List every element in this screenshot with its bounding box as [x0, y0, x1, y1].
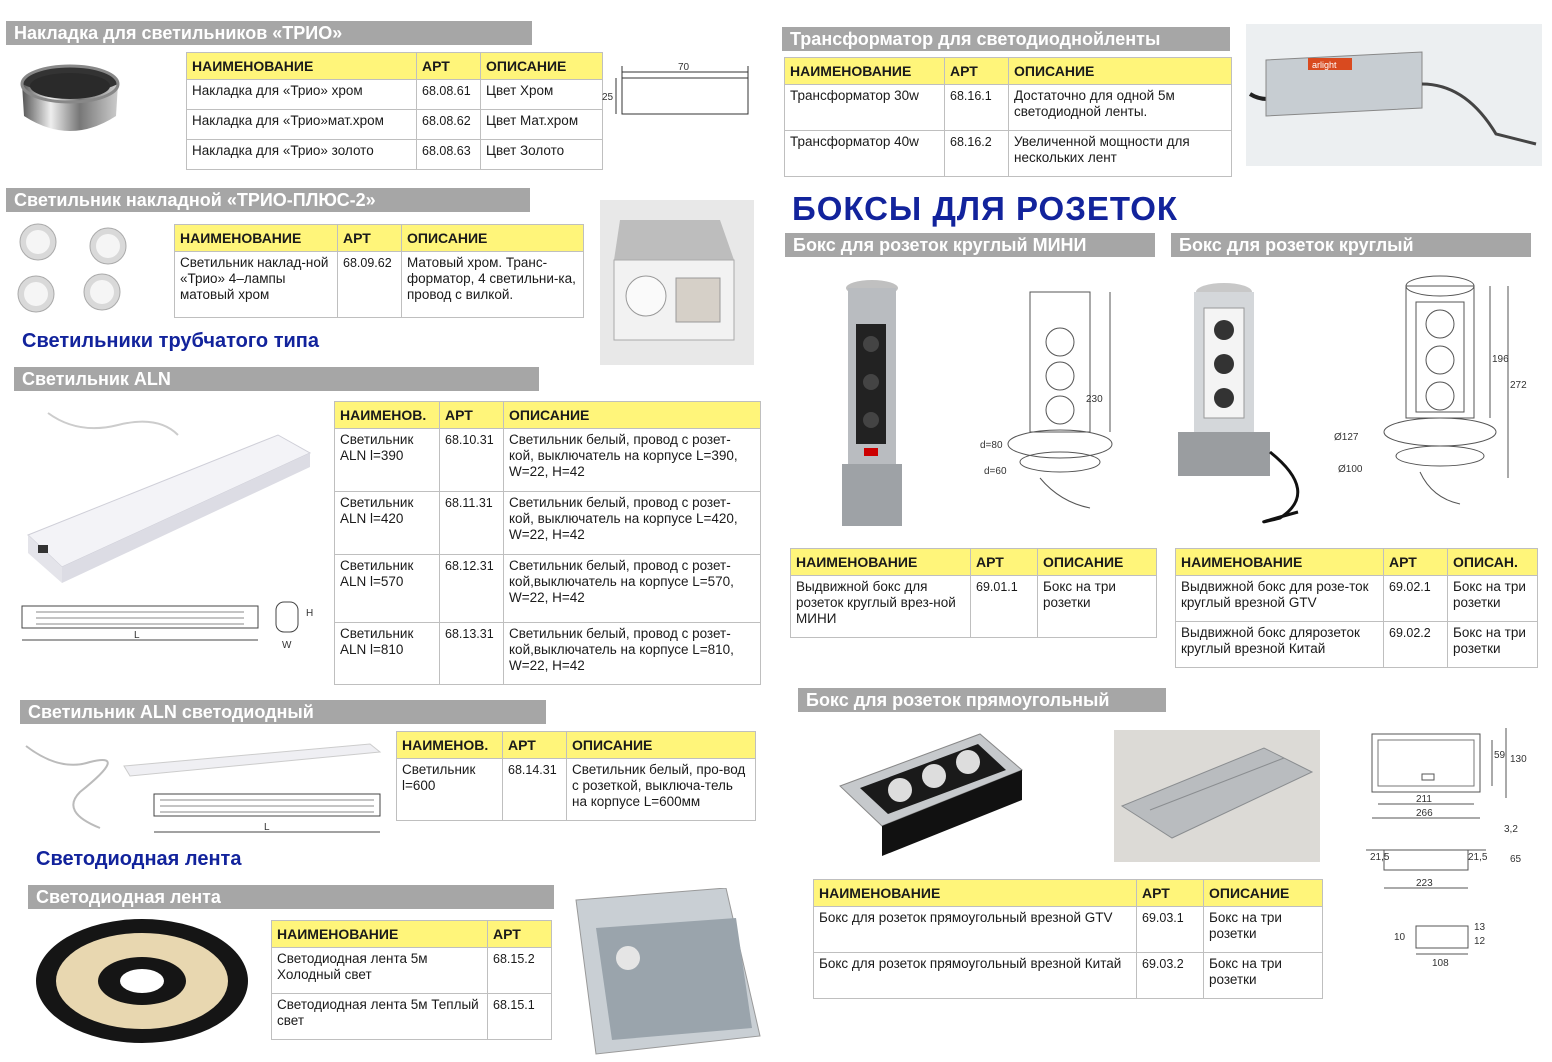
- cell-art: 68.08.61: [417, 80, 481, 110]
- header-name: НАИМЕНОВАНИЕ: [175, 225, 338, 252]
- section-title-mini: Бокс для розеток круглый МИНИ: [785, 233, 1155, 257]
- section-title-round: Бокс для розеток круглый: [1171, 233, 1531, 257]
- rect-box-image: [830, 730, 1026, 862]
- header-name: НАИМЕНОВАНИЕ: [785, 58, 945, 85]
- mini-bottom-diameter-label: d=60: [984, 466, 1007, 477]
- rect-dim-223: 223: [1416, 878, 1433, 889]
- cell-desc: Бокс на три розетки: [1204, 953, 1323, 999]
- mini-box-images: [830, 272, 1160, 530]
- transformer-image: [1246, 24, 1542, 166]
- cell-name: Накладка для «Трио»мат.хром: [187, 110, 417, 140]
- header-desc: ОПИСАНИЕ: [567, 732, 756, 759]
- cell-art: 68.09.62: [338, 252, 402, 318]
- rect-dim-65: 65: [1510, 854, 1522, 865]
- round-table: [1175, 548, 1538, 668]
- cell-desc: Светильник белый, провод с розет-кой,выключатель на корпусе L=570, W=22, H=42: [504, 555, 761, 623]
- rect-dim-59: 59: [1494, 750, 1506, 761]
- rect-dim-21-5-left: 21,5: [1370, 852, 1390, 863]
- cell-name: Бокс для розеток прямоугольный врезной Китай: [814, 953, 1137, 999]
- cell-name: Выдвижной бокс для розе-ток круглый врезной GTV: [1176, 576, 1384, 622]
- cell-art: 69.02.1: [1384, 576, 1448, 622]
- section-title-led-strip: Светодиодная лента: [28, 885, 554, 909]
- cell-name: Светильник ALN l=570: [335, 555, 440, 623]
- trio-plus-lamps-image: [8, 222, 138, 314]
- led-package-image: [566, 888, 762, 1058]
- cell-name: Светодиодная лента 5м Теплый свет: [272, 994, 488, 1040]
- rect-dim-3-2: 3,2: [1504, 824, 1518, 835]
- rect-dim-12: 12: [1474, 936, 1486, 947]
- cell-desc: Увеличенной мощности для нескольких лент: [1009, 131, 1232, 177]
- aln-width-label: W: [282, 640, 292, 651]
- cell-art: 68.16.1: [945, 85, 1009, 131]
- trio-ring-image: [14, 54, 126, 146]
- cell-name: Светильник ALN l=810: [335, 623, 440, 685]
- trio-table: [186, 52, 603, 170]
- header-name: НАИМЕНОВАНИЕ: [1176, 549, 1384, 576]
- trio-plus-table: [174, 224, 584, 318]
- transformer-table: [784, 57, 1232, 177]
- cell-art: 68.14.31: [503, 759, 567, 821]
- aln-table: [334, 401, 761, 685]
- cell-name: Светильник ALN l=390: [335, 429, 440, 492]
- header-art: АРТ: [971, 549, 1038, 576]
- cell-art: 68.16.2: [945, 131, 1009, 177]
- aln-led-length-label: L: [264, 822, 270, 833]
- cell-desc: Бокс на три розетки: [1204, 907, 1323, 953]
- cell-desc: Цвет Мат.хром: [481, 110, 603, 140]
- cell-name: Выдвижной бокс длярозеток круглый врезной Китай: [1176, 622, 1384, 668]
- round-inner-height-label: 196: [1492, 354, 1509, 365]
- cell-desc: Светильник белый, провод с розет-кой, выключатель на корпусе L=420, W=22, H=42: [504, 492, 761, 555]
- rect-box-closed-image: [1114, 730, 1320, 862]
- section-title-transformer: Трансформатор для светодиоднойленты: [782, 27, 1230, 51]
- cell-desc: Светильник белый, про-вод с розеткой, выключа-тель на корпусе L=600мм: [567, 759, 756, 821]
- cell-desc: Бокс на три розетки: [1038, 576, 1157, 638]
- led-reel-image: [30, 913, 254, 1048]
- header-name: НАИМЕНОВ.: [397, 732, 503, 759]
- rect-dim-21-5-right: 21,5: [1468, 852, 1488, 863]
- header-desc: ОПИСАНИЕ: [481, 53, 603, 80]
- led-heading: Светодиодная лента: [36, 848, 242, 870]
- header-art: АРТ: [338, 225, 402, 252]
- trio-width-label: 70: [678, 62, 690, 73]
- cell-name: Бокс для розеток прямоугольный врезной GTV: [814, 907, 1137, 953]
- section-title-trio: Накладка для светильников «ТРИО»: [6, 21, 532, 45]
- boxes-heading: БОКСЫ ДЛЯ РОЗЕТОК: [792, 190, 1179, 227]
- cell-art: 68.12.31: [440, 555, 504, 623]
- mini-height-label: 230: [1086, 394, 1103, 405]
- cell-art: 68.08.62: [417, 110, 481, 140]
- rect-dim-13: 13: [1474, 922, 1486, 933]
- mini-top-diameter-label: d=80: [980, 440, 1003, 451]
- cell-desc: Цвет Золото: [481, 140, 603, 170]
- header-name: НАИМЕНОВАНИЕ: [814, 880, 1137, 907]
- header-art: АРТ: [1384, 549, 1448, 576]
- round-bottom-diameter-label: Ø100: [1338, 464, 1363, 475]
- aln-length-label: L: [134, 630, 140, 641]
- cell-art: 69.01.1: [971, 576, 1038, 638]
- header-desc: ОПИСАНИЕ: [402, 225, 584, 252]
- header-art: АРТ: [503, 732, 567, 759]
- header-desc: ОПИСАНИЕ: [1009, 58, 1232, 85]
- rect-table: [813, 879, 1323, 999]
- header-art: АРТ: [945, 58, 1009, 85]
- cell-name: Светильник наклад-ной «Трио» 4–лампы матовый хром: [175, 252, 338, 318]
- cell-desc: Цвет Хром: [481, 80, 603, 110]
- rect-dim-10: 10: [1394, 932, 1406, 943]
- trio-height-label: 25: [602, 92, 614, 103]
- cell-desc: Достаточно для одной 5м светодиодной ленты.: [1009, 85, 1232, 131]
- rect-dim-266: 266: [1416, 808, 1433, 819]
- header-name: НАИМЕНОВАНИЕ: [272, 921, 488, 948]
- aln-lamp-image: [18, 395, 318, 585]
- cell-desc: Светильник белый, провод с розет-кой, выключатель на корпусе L=390, W=22, H=42: [504, 429, 761, 492]
- cell-name: Трансформатор 40w: [785, 131, 945, 177]
- cell-name: Накладка для «Трио» хром: [187, 80, 417, 110]
- rect-dimension-drawing: [1336, 720, 1542, 980]
- cell-name: Выдвижной бокс для розеток круглый врез-ной МИНИ: [791, 576, 971, 638]
- header-name: НАИМЕНОВАНИЕ: [791, 549, 971, 576]
- cell-desc: Бокс на три розетки: [1448, 576, 1538, 622]
- cell-name: Накладка для «Трио» золото: [187, 140, 417, 170]
- section-title-aln: Светильник ALN: [14, 367, 539, 391]
- rect-dim-108: 108: [1432, 958, 1449, 969]
- cell-art: 69.02.2: [1384, 622, 1448, 668]
- led-strip-table: [271, 920, 552, 1040]
- transformer-brand-label: arlight: [1312, 60, 1337, 70]
- header-desc: ОПИСАНИЕ: [504, 402, 761, 429]
- round-top-diameter-label: Ø127: [1334, 432, 1359, 443]
- trio-dimension-drawing: [598, 58, 758, 120]
- cell-art: 69.03.1: [1137, 907, 1204, 953]
- cell-art: 69.03.2: [1137, 953, 1204, 999]
- header-art: АРТ: [488, 921, 552, 948]
- round-outer-height-label: 272: [1510, 380, 1527, 391]
- header-art: АРТ: [440, 402, 504, 429]
- section-title-aln-led: Светильник ALN светодиодный: [20, 700, 546, 724]
- rect-dim-130: 130: [1510, 754, 1527, 765]
- aln-dimension-drawing: [16, 596, 326, 656]
- tubular-heading: Светильники трубчатого типа: [22, 330, 320, 352]
- cell-name: Светильник l=600: [397, 759, 503, 821]
- cell-name: Светильник ALN l=420: [335, 492, 440, 555]
- cell-art: 68.15.2: [488, 948, 552, 994]
- cell-desc: Бокс на три розетки: [1448, 622, 1538, 668]
- cell-art: 68.11.31: [440, 492, 504, 555]
- header-name: НАИМЕНОВАНИЕ: [187, 53, 417, 80]
- round-box-images: [1170, 272, 1530, 530]
- aln-led-table: [396, 731, 756, 821]
- cell-name: Светодиодная лента 5м Холодный свет: [272, 948, 488, 994]
- trio-plus-package-image: [600, 200, 754, 365]
- header-name: НАИМЕНОВ.: [335, 402, 440, 429]
- rect-dim-211: 211: [1416, 794, 1432, 805]
- cell-art: 68.10.31: [440, 429, 504, 492]
- cell-art: 68.13.31: [440, 623, 504, 685]
- cell-name: Трансформатор 30w: [785, 85, 945, 131]
- section-title-trio-plus: Светильник накладной «ТРИО-ПЛЮС-2»: [6, 188, 530, 212]
- header-art: АРТ: [1137, 880, 1204, 907]
- section-title-rect: Бокс для розеток прямоугольный: [798, 688, 1166, 712]
- cell-art: 68.15.1: [488, 994, 552, 1040]
- cell-art: 68.08.63: [417, 140, 481, 170]
- cell-desc: Светильник белый, провод с розет-кой,выключатель на корпусе L=810, W=22, H=42: [504, 623, 761, 685]
- header-desc: ОПИСАН.: [1448, 549, 1538, 576]
- aln-height-label: H: [306, 608, 314, 619]
- mini-table: [790, 548, 1157, 638]
- aln-led-image: [20, 732, 390, 840]
- cell-desc: Матовый хром. Транс-форматор, 4 светильни-ка, провод с вилкой.: [402, 252, 584, 318]
- header-art: АРТ: [417, 53, 481, 80]
- header-desc: ОПИСАНИЕ: [1038, 549, 1157, 576]
- header-desc: ОПИСАНИЕ: [1204, 880, 1323, 907]
